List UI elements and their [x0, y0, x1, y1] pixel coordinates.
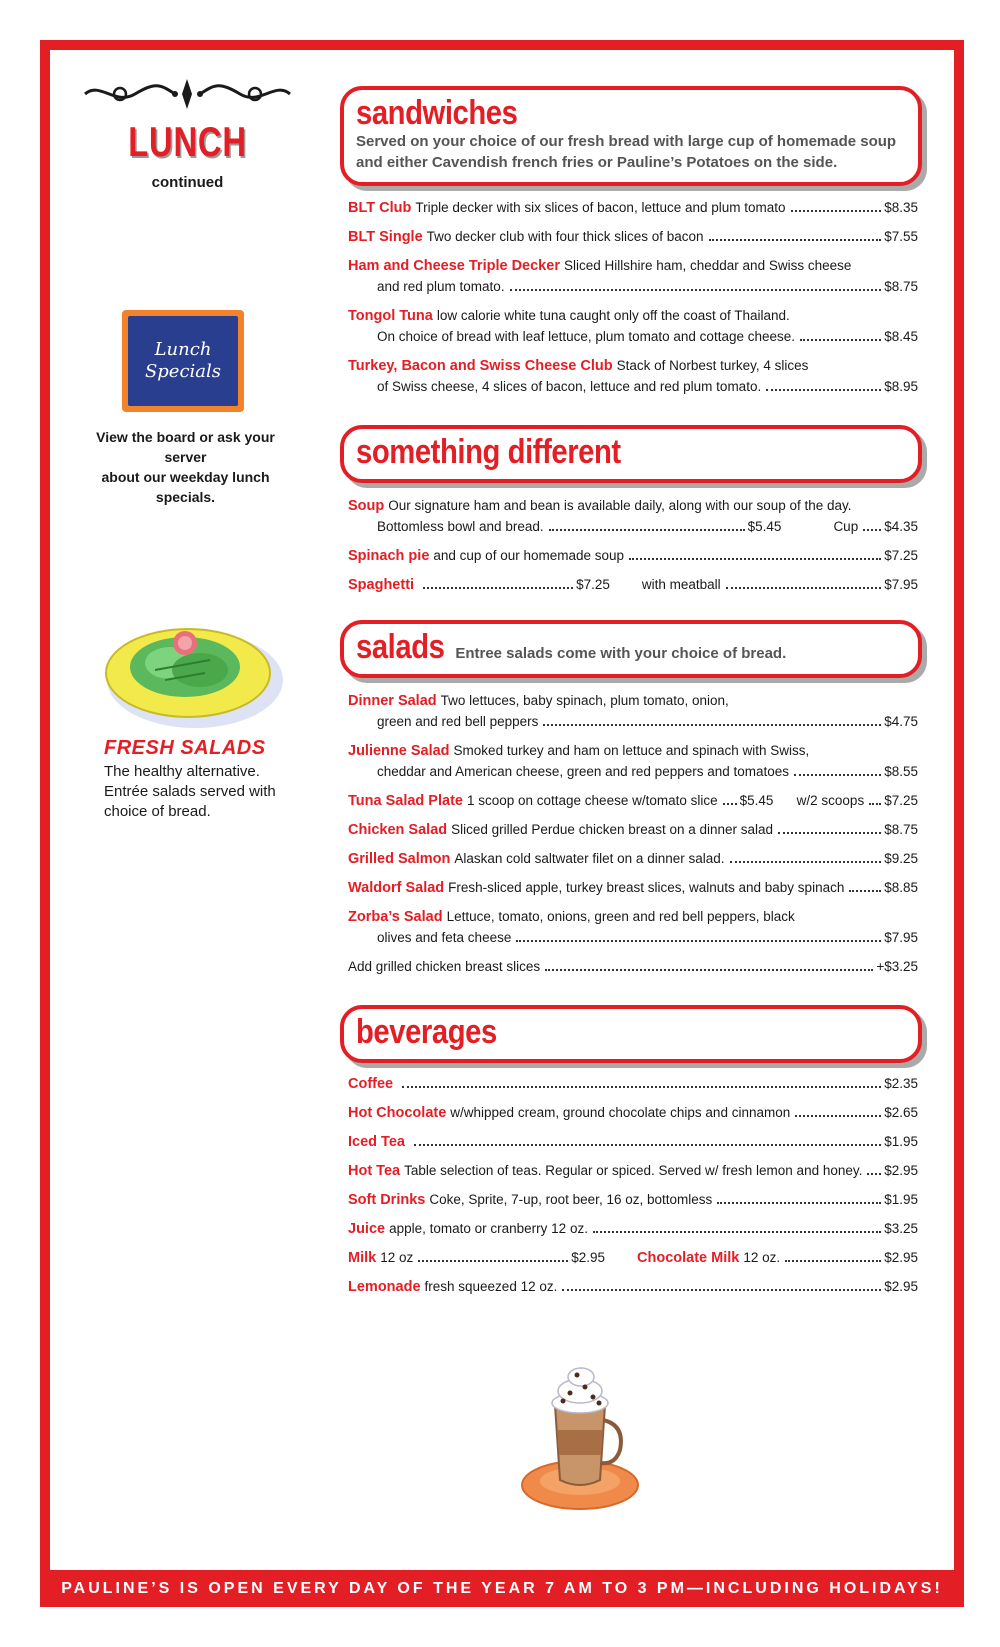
fresh-text-line3: choice of bread. [104, 803, 211, 820]
tuna-price: $5.45 [739, 793, 774, 808]
menu-item [348, 909, 918, 951]
item-name: BLT Club [348, 200, 412, 216]
item-price: $7.95 [884, 930, 918, 945]
item-desc: Sliced grilled Perdue chicken breast on a dinner salad [451, 822, 774, 837]
item-price: $9.25 [884, 851, 918, 866]
footer-text: PAULINE’S IS OPEN EVERY DAY OF THE YEAR 7 AM TO 3 PM—INCLUDING HOLIDAYS! [61, 1579, 943, 1597]
fresh-text-line1: The healthy alternative. [104, 763, 260, 780]
item-price: $2.35 [884, 1076, 918, 1091]
item-desc: 12 oz [380, 1250, 414, 1265]
item-name: BLT Single [348, 229, 423, 245]
menu-item-add-chicken [348, 959, 918, 980]
chocolate-milk-price: $2.95 [884, 1250, 918, 1265]
item-desc: Stack of Norbest turkey, 4 slices [616, 358, 809, 373]
item-name: Zorba’s Salad [348, 909, 443, 925]
item-name: Ham and Cheese Triple Decker [348, 258, 560, 274]
menu-item [348, 358, 918, 400]
item-desc: Coke, Sprite, 7-up, root beer, 16 oz, bottomless [429, 1192, 713, 1207]
sandwiches-desc-line2: and either Cavendish french fries or Pauline’s Potatoes on the side. [356, 154, 838, 171]
item-name: Waldorf Salad [348, 880, 445, 896]
item-desc: apple, tomato or cranberry 12 oz. [389, 1221, 588, 1236]
menu-item [348, 1221, 918, 1242]
item-price: $7.25 [884, 548, 918, 563]
item-price: $3.25 [884, 1221, 918, 1236]
item-name: Grilled Salmon [348, 851, 451, 867]
item-desc: Smoked turkey and ham on lettuce and spinach with Swiss, [453, 743, 810, 758]
menu-item-milk [348, 1250, 918, 1271]
menu-item-lemonade [348, 1279, 918, 1300]
item-price: $8.75 [884, 279, 918, 294]
lunch-subtitle: continued [151, 174, 224, 191]
item-price: $2.65 [884, 1105, 918, 1120]
item-price: $1.95 [884, 1192, 918, 1207]
item-desc: Two lettuces, baby spinach, plum tomato, onion, [440, 693, 729, 708]
spaghetti-price: $7.25 [576, 577, 610, 592]
soup-bowl-price: $5.45 [747, 519, 782, 534]
soup-cup-price: $4.35 [884, 519, 918, 534]
item-name: Tongol Tuna [348, 308, 433, 324]
specials-note-line1: View the board or ask your server [96, 429, 275, 465]
item-price: $8.35 [884, 200, 918, 215]
item-name: Lemonade [348, 1279, 421, 1295]
menu-item-tuna-salad [348, 793, 918, 814]
menu-item [348, 1163, 918, 1184]
item-desc: Lettuce, tomato, onions, green and red bell peppers, black [446, 909, 795, 924]
chocolate-milk-desc: 12 oz. [743, 1250, 781, 1265]
lunch-specials-board [122, 310, 244, 412]
menu-item [348, 200, 918, 221]
item-desc-2: olives and feta cheese [377, 930, 512, 945]
fresh-salads-text [104, 762, 294, 822]
menu-item [348, 1105, 918, 1126]
item-name: Soft Drinks [348, 1192, 426, 1208]
item-name: Spaghetti [348, 577, 415, 593]
item-name: Coffee [348, 1076, 394, 1092]
menu-item-spinach-pie [348, 548, 918, 569]
item-desc: w/whipped cream, ground chocolate chips and cinnamon [450, 1105, 791, 1120]
item-desc: Table selection of teas. Regular or spiced. Served w/ fresh lemon and honey. [404, 1163, 863, 1178]
item-price: $4.75 [884, 714, 918, 729]
tuna-extra-price: $7.25 [884, 793, 918, 808]
sandwiches-title: sandwiches [356, 94, 518, 132]
menu-item [348, 1192, 918, 1213]
ornament-divider [80, 76, 295, 112]
item-desc-2: cheddar and American cheese, green and red peppers and tomatoes [377, 764, 790, 779]
item-name: Juice [348, 1221, 386, 1237]
item-desc: low calorie white tuna caught only off the coast of Thailand. [436, 308, 790, 323]
add-chicken-price: +$3.25 [876, 959, 918, 974]
menu-item [348, 822, 918, 843]
item-desc: Our signature ham and bean is available daily, along with our soup of the day. [388, 498, 852, 513]
menu-item [348, 258, 918, 300]
salads-desc: Entree salads come with your choice of bread. [455, 645, 787, 662]
item-price: $8.95 [884, 379, 918, 394]
lunch-title: LUNCH [128, 118, 247, 165]
something-different-header [340, 425, 922, 483]
chocolate-milk-name: Chocolate Milk [637, 1250, 740, 1266]
item-desc: Sliced Hillshire ham, cheddar and Swiss cheese [563, 258, 852, 273]
menu-item [348, 1134, 918, 1155]
menu-item [348, 1076, 918, 1097]
menu-item-spaghetti [348, 577, 918, 598]
item-name: Turkey, Bacon and Swiss Cheese Club [348, 358, 613, 374]
item-name: Milk [348, 1250, 377, 1266]
item-desc: Two decker club with four thick slices of bacon [426, 229, 704, 244]
item-price: $8.55 [884, 764, 918, 779]
specials-note [78, 427, 293, 507]
item-desc-2: of Swiss cheese, 4 slices of bacon, lettuce and red plum tomato. [377, 379, 762, 394]
item-price: $8.45 [884, 329, 918, 344]
specials-note-line2: about our weekday lunch specials. [101, 469, 270, 505]
item-desc: and cup of our homemade soup [433, 548, 625, 563]
menu-item-soup [348, 498, 918, 540]
menu-item [348, 851, 918, 872]
milk-price: $2.95 [571, 1250, 606, 1265]
item-price: $8.85 [884, 880, 918, 895]
item-desc-2: On choice of bread with leaf lettuce, plum tomato and cottage cheese. [377, 329, 795, 344]
salad-plate-illustration [100, 615, 285, 735]
meatball-price: $7.95 [884, 577, 918, 592]
soup-bowl: Bottomless bowl and bread. [377, 519, 544, 534]
item-name: Tuna Salad Plate [348, 793, 463, 809]
beverages-header [340, 1005, 922, 1063]
something-different-title: something different [356, 433, 621, 471]
item-name: Julienne Salad [348, 743, 450, 759]
menu-item [348, 743, 918, 785]
item-price: $8.75 [884, 822, 918, 837]
item-name: Dinner Salad [348, 693, 437, 709]
fresh-text-line2: Entrée salads served with [104, 783, 276, 800]
tuna-extra: w/2 scoops [796, 793, 865, 808]
soup-cup: Cup [833, 519, 859, 534]
item-name: Spinach pie [348, 548, 430, 564]
meatball-desc: with meatball [641, 577, 721, 592]
salads-title: salads [356, 628, 445, 666]
item-name: Chicken Salad [348, 822, 448, 838]
item-name: Iced Tea [348, 1134, 405, 1150]
item-price: $7.55 [884, 229, 918, 244]
item-price: $2.95 [884, 1279, 918, 1294]
chalkboard-line1: Lunch [154, 339, 212, 360]
menu-item [348, 229, 918, 250]
item-name: Hot Tea [348, 1163, 401, 1179]
item-price: $2.95 [884, 1163, 918, 1178]
item-price: $1.95 [884, 1134, 918, 1149]
footer-bar [40, 1570, 964, 1607]
salads-header [340, 620, 922, 678]
item-desc-2: green and red bell peppers [377, 714, 539, 729]
sandwiches-header [340, 86, 922, 186]
menu-item [348, 308, 918, 350]
item-name: Hot Chocolate [348, 1105, 447, 1121]
item-name: Soup [348, 498, 385, 514]
menu-item [348, 693, 918, 735]
beverages-title: beverages [356, 1013, 497, 1051]
item-desc: fresh squeezed 12 oz. [424, 1279, 558, 1294]
item-desc: Alaskan cold saltwater filet on a dinner salad. [454, 851, 725, 866]
item-desc-2: and red plum tomato. [377, 279, 505, 294]
item-desc: 1 scoop on cottage cheese w/tomato slice [466, 793, 718, 808]
item-desc: Triple decker with six slices of bacon, lettuce and plum tomato [415, 200, 786, 215]
chalkboard-line2: Specials [144, 361, 222, 382]
fresh-salads-title: FRESH SALADS [104, 737, 266, 759]
item-desc: Fresh-sliced apple, turkey breast slices, walnuts and baby spinach [448, 880, 845, 895]
menu-item [348, 880, 918, 901]
hot-chocolate-illustration [515, 1355, 650, 1515]
add-chicken-desc: Add grilled chicken breast slices [348, 959, 541, 974]
sandwiches-desc-line1: Served on your choice of our fresh bread with large cup of homemade soup [356, 133, 897, 150]
sandwiches-desc [356, 131, 918, 173]
